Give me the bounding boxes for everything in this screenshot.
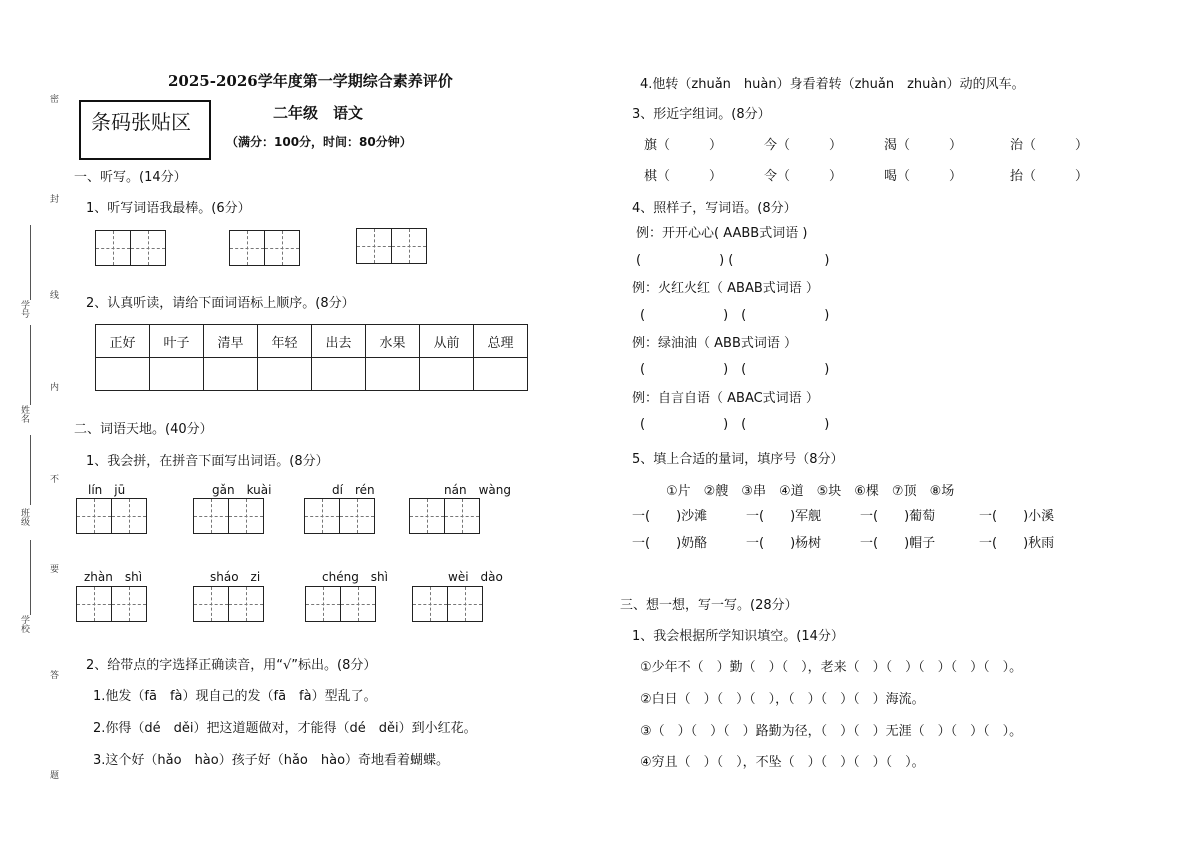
example-line: 例：绿油油（ ABB式词语 ） (632, 336, 797, 351)
side-char: 内 (50, 383, 60, 393)
similar-char-item: 旗（ ） (644, 138, 723, 153)
measure-word-item: 一( )帽子 (860, 536, 936, 551)
section1-heading: 一、听写。(14分） (74, 170, 187, 185)
answer-blanks[interactable]: ( ) ( ) (640, 417, 830, 432)
similar-char-item: 今（ ） (764, 138, 843, 153)
fill-line: ①少年不（ ）勤（ ）（ ），老来（ ）（ ）（ ）（ ）（ ）。 (640, 660, 1023, 675)
side-char: 线 (50, 291, 60, 301)
reading-item: 1.他发（fā fà）现自己的发（fā fà）型乱了。 (93, 689, 377, 704)
writing-grid[interactable] (304, 498, 375, 534)
measure-word-item: 一( )沙滩 (632, 509, 708, 524)
measure-word-item: 一( )奶酪 (632, 536, 708, 551)
answer-blanks[interactable]: ( ) ( ) (640, 362, 830, 377)
writing-grid[interactable] (76, 498, 147, 534)
measure-word-item: 一( )小溪 (979, 509, 1055, 524)
student-id-label: 学号 (19, 300, 29, 318)
page-title: 2025-2026学年度第一学期综合素养评价 (168, 72, 453, 90)
example-line: 例：火红火红（ ABAB式词语 ） (632, 281, 819, 296)
page-subtitle: 二年级 语文 (273, 104, 364, 122)
writing-grid[interactable] (409, 498, 480, 534)
similar-char-item: 抬（ ） (1010, 169, 1089, 184)
fill-line: ④穷且（ ）（ ），不坠（ ）（ ）（ ）（ ）。 (640, 755, 925, 770)
writing-grid[interactable] (193, 498, 264, 534)
writing-grid[interactable] (229, 230, 300, 266)
section2-q4: 4、照样子，写词语。(8分） (632, 201, 797, 216)
section2-q2: 2、给带点的字选择正确读音，用“√”标出。(8分） (86, 658, 377, 673)
order-answer-cell[interactable] (420, 358, 474, 391)
school-label: 学校 (19, 615, 29, 633)
order-answer-cell[interactable] (150, 358, 204, 391)
side-char: 不 (50, 475, 60, 485)
writing-grid[interactable] (95, 230, 166, 266)
order-answer-cell[interactable] (474, 358, 528, 391)
similar-char-item: 令（ ） (764, 169, 843, 184)
answer-blanks[interactable]: ( ) ( ) (640, 308, 830, 323)
reading-item: 2.你得（dé děi）把这道题做对，才能得（dé děi）到小红花。 (93, 721, 477, 736)
order-answer-cell[interactable] (258, 358, 312, 391)
side-line (30, 325, 31, 405)
side-char: 题 (50, 771, 60, 781)
measure-word-item: 一( )秋雨 (979, 536, 1055, 551)
barcode-area (79, 100, 211, 160)
word-cell: 叶子 (150, 325, 204, 358)
answer-blanks[interactable]: ( ) ( ) (636, 253, 830, 268)
barcode-label: 条码张贴区 (91, 110, 191, 134)
pinyin-label: lín jū (88, 483, 126, 497)
order-answer-cell[interactable] (204, 358, 258, 391)
side-line (30, 225, 31, 300)
similar-char-item: 渴（ ） (884, 138, 963, 153)
side-line (30, 435, 31, 505)
measure-word-item: 一( )葡萄 (860, 509, 936, 524)
section1-q2: 2、认真听读，请给下面词语标上顺序。(8分） (86, 296, 355, 311)
word-cell: 清早 (204, 325, 258, 358)
fill-line: ③（ ）（ ）（ ）路勤为径，（ ）（ ）无涯（ ）（ ）（ ）。 (640, 724, 1023, 739)
measure-word-options: ①片 ②艘 ③串 ④道 ⑤块 ⑥棵 ⑦顶 ⑧场 (666, 484, 955, 499)
example-line: 例：开开心心( AABB式词语 ) (636, 226, 808, 241)
similar-char-item: 治（ ） (1010, 138, 1089, 153)
section2-q5: 5、填上合适的量词，填序号（8分） (632, 452, 844, 467)
section3-q1: 1、我会根据所学知识填空。(14分） (632, 629, 844, 644)
name-label: 姓名 (19, 405, 29, 423)
word-cell: 水果 (366, 325, 420, 358)
pinyin-label: gǎn kuài (212, 483, 272, 497)
writing-grid[interactable] (356, 228, 427, 264)
pinyin-label: chéng shì (322, 570, 389, 584)
section2-heading: 二、词语天地。(40分） (74, 422, 213, 437)
pinyin-label: zhàn shì (84, 570, 143, 584)
score-info: （满分：100分，时间：80分钟） (226, 135, 412, 149)
side-line (30, 540, 31, 615)
section1-q1: 1、听写词语我最棒。(6分） (86, 201, 251, 216)
word-cell: 年轻 (258, 325, 312, 358)
word-cell: 总理 (474, 325, 528, 358)
reading-item: 4.他转（zhuǎn huàn）身看着转（zhuǎn zhuàn）动的风车。 (640, 77, 1025, 92)
section3-heading: 三、想一想，写一写。(28分） (620, 598, 798, 613)
order-answer-cell[interactable] (366, 358, 420, 391)
pinyin-label: dí rén (332, 483, 375, 497)
order-answer-cell[interactable] (96, 358, 150, 391)
word-cell: 从前 (420, 325, 474, 358)
side-char: 要 (50, 565, 60, 575)
order-table (95, 324, 528, 391)
section2-q1: 1、我会拼，在拼音下面写出词语。(8分） (86, 454, 329, 469)
similar-char-item: 棋（ ） (644, 169, 723, 184)
fill-line: ②白日（ ）（ ）（ ），（ ）（ ）（ ）海流。 (640, 692, 925, 707)
side-char: 密 (50, 95, 60, 105)
pinyin-label: nán wàng (444, 483, 511, 497)
reading-item: 3.这个好（hǎo hào）孩子好（hǎo hào）奇地看着蝴蝶。 (93, 753, 450, 768)
measure-word-item: 一( )军舰 (746, 509, 822, 524)
word-cell: 出去 (312, 325, 366, 358)
side-char: 封 (50, 195, 60, 205)
side-char: 答 (50, 671, 60, 681)
measure-word-item: 一( )杨树 (746, 536, 822, 551)
class-label: 班级 (19, 508, 29, 526)
pinyin-label: wèi dào (448, 570, 503, 584)
writing-grid[interactable] (76, 586, 147, 622)
order-answer-cell[interactable] (312, 358, 366, 391)
writing-grid[interactable] (193, 586, 264, 622)
pinyin-label: sháo zi (210, 570, 261, 584)
example-line: 例：自言自语（ ABAC式词语 ） (632, 391, 819, 406)
writing-grid[interactable] (305, 586, 376, 622)
similar-char-item: 喝（ ） (884, 169, 963, 184)
section2-q3: 3、形近字组词。(8分） (632, 107, 771, 122)
writing-grid[interactable] (412, 586, 483, 622)
word-cell: 正好 (96, 325, 150, 358)
